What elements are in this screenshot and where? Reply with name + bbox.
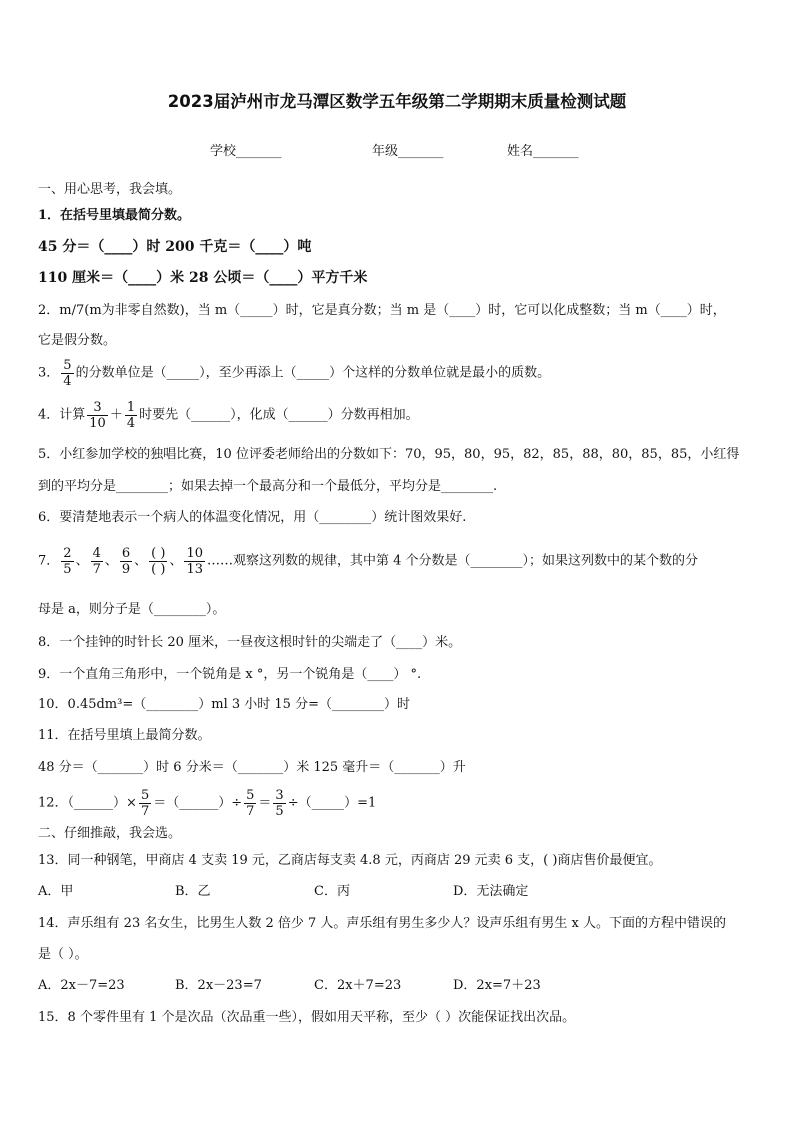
q9: 9．一个直角三角形中，一个锐角是 x °，另一个锐角是（____） °. <box>38 667 422 682</box>
school-field: 学校_______ <box>210 144 282 159</box>
q7-fraction-4-blank <box>149 546 167 577</box>
q14-option-c: C．2x＋7=23 <box>314 978 402 993</box>
q4-plus: ＋ <box>109 407 123 423</box>
q1-stem: 1．在括号里填最简分数。 <box>38 208 191 223</box>
q4 <box>38 400 419 431</box>
name-field: 姓名_______ <box>507 144 579 159</box>
q12-numerator-3: 3 <box>275 788 284 803</box>
q7-f4-numerator: ( ) <box>151 546 166 561</box>
q12-numerator-2: 5 <box>246 788 255 803</box>
q14-option-a: A．2x－7=23 <box>38 978 125 993</box>
section-1-heading: 一、用心思考，我会填。 <box>38 182 182 197</box>
q11-line: 48 分＝（_______）时 6 分米＝（_______）米 125 毫升＝（_______）升 <box>38 760 466 775</box>
q7-f2-denominator: 7 <box>92 562 101 577</box>
q13-stem: 13．同一种钢笔，甲商店 4 支卖 19 元，乙商店每支卖 4.8 元，丙商店 29 元卖 6 支，( )商店售价最便宜。 <box>38 853 662 868</box>
q12-numerator-1: 5 <box>140 788 150 803</box>
q12 <box>38 788 376 819</box>
q7-f5-denominator: 13 <box>186 562 204 577</box>
q14-line2: 是（ ）。 <box>38 947 88 962</box>
q7-f5-numerator: 10 <box>186 546 204 561</box>
q4-fraction-2 <box>125 400 137 431</box>
q7-fraction-3 <box>120 546 132 577</box>
q7-f1-numerator: 2 <box>63 546 72 561</box>
q7-separator: 、 <box>169 553 183 569</box>
q7-text: ……观察这列数的规律，其中第 4 个分数是（________）；如果这列数中的某个数的分 <box>207 553 699 569</box>
q12-denominator-2: 7 <box>246 804 255 819</box>
q12-text: ÷（_____）=1 <box>287 795 377 811</box>
q7-fraction-2 <box>91 546 103 577</box>
q10: 10．0.45dm³=（________）ml 3 小时 15 分=（________）时 <box>38 697 410 712</box>
q7-f1-denominator: 5 <box>63 562 72 577</box>
q4-denominator-1: 10 <box>89 416 106 431</box>
q7-f3-numerator: 6 <box>121 546 131 561</box>
q5-line1: 5．小红参加学校的独唱比赛，10 位评委老师给出的分数如下：70，95，80，95，82，85，88，80，85，85，小红得 <box>38 447 740 462</box>
q4-numerator-1: 3 <box>87 400 108 416</box>
q3-denominator: 4 <box>63 374 72 389</box>
q3-fraction <box>61 358 73 389</box>
q14-option-d: D．2x=7＋23 <box>453 978 541 993</box>
q12-fraction-1 <box>139 788 151 819</box>
q3-prefix: 3． <box>38 365 60 381</box>
q7-separator: 、 <box>104 553 118 569</box>
q7-f2-numerator: 4 <box>92 546 101 561</box>
q13-option-d: D．无法确定 <box>453 884 529 899</box>
q7-line2: 母是 a，则分子是（________）。 <box>38 602 226 617</box>
q4-fraction-1 <box>87 400 108 431</box>
q7-separator: 、 <box>134 553 148 569</box>
q3 <box>38 358 550 389</box>
q3-text: 的分数单位是（_____），至少再添上（_____）个这样的分数单位就是最小的质数。 <box>75 365 551 381</box>
q2-line1: 2．m/7(m为非零自然数)，当 m（_____）时，它是真分数；当 m 是（____）时，它可以化成整数；当 m（____）时， <box>38 303 726 318</box>
q12-fraction-2 <box>244 788 256 819</box>
q4-prefix: 4．计算 <box>38 407 86 423</box>
q7-fraction-5 <box>184 546 205 577</box>
q7 <box>38 546 698 577</box>
q1-line2: 110 厘米＝（____）米 28 公顷＝（____）平方千米 <box>38 270 368 286</box>
q14-option-b: B．2x－23=7 <box>175 978 262 993</box>
q12-fraction-3 <box>273 788 285 819</box>
q13-option-a: A．甲 <box>38 884 74 899</box>
q12-middle: ＝（______）÷ <box>153 795 243 811</box>
q12-denominator-1: 7 <box>140 804 150 819</box>
q7-separator: 、 <box>75 553 89 569</box>
q13-option-b: B．乙 <box>175 884 211 899</box>
q7-fraction-1 <box>61 546 73 577</box>
q4-denominator-2: 4 <box>126 416 136 431</box>
q15: 15．8 个零件里有 1 个是次品（次品重一些），假如用天平称，至少（ ）次能保证找出次品。 <box>38 1010 576 1025</box>
q12-prefix: 12．（______）× <box>38 795 137 811</box>
q8: 8．一个挂钟的时针长 20 厘米，一昼夜这根时针的尖端走了（____）米。 <box>38 635 462 650</box>
q4-text: 时要先（______），化成（______）分数再相加。 <box>139 407 419 423</box>
q5-line2: 到的平均分是________；如果去掉一个最高分和一个最低分，平均分是________. <box>38 479 498 494</box>
q3-numerator: 5 <box>63 358 72 373</box>
page-title: 2023届泸州市龙马潭区数学五年级第二学期期末质量检测试题 <box>167 92 627 111</box>
q1-line1: 45 分＝（____）时 200 千克＝（____）吨 <box>38 239 312 255</box>
q12-denominator-3: 5 <box>275 804 284 819</box>
q6: 6．要清楚地表示一个病人的体温变化情况，用（________）统计图效果好. <box>38 510 467 525</box>
q7-f4-denominator: ( ) <box>151 562 166 577</box>
q13-option-c: C．丙 <box>314 884 350 899</box>
q11-stem: 11．在括号里填上最简分数。 <box>38 728 211 743</box>
q7-prefix: 7． <box>38 553 60 569</box>
section-2-heading: 二、仔细推敲，我会选。 <box>38 826 182 841</box>
q2-line2: 它是假分数。 <box>38 333 117 348</box>
q7-f3-denominator: 9 <box>121 562 131 577</box>
grade-field: 年级_______ <box>372 144 444 159</box>
q12-equals: ＝ <box>258 795 272 811</box>
q14-line1: 14．声乐组有 23 名女生，比男生人数 2 倍少 7 人。声乐组有男生多少人？设声乐组有男生 x 人。下面的方程中错误的 <box>38 916 727 931</box>
q4-numerator-2: 1 <box>126 400 136 415</box>
